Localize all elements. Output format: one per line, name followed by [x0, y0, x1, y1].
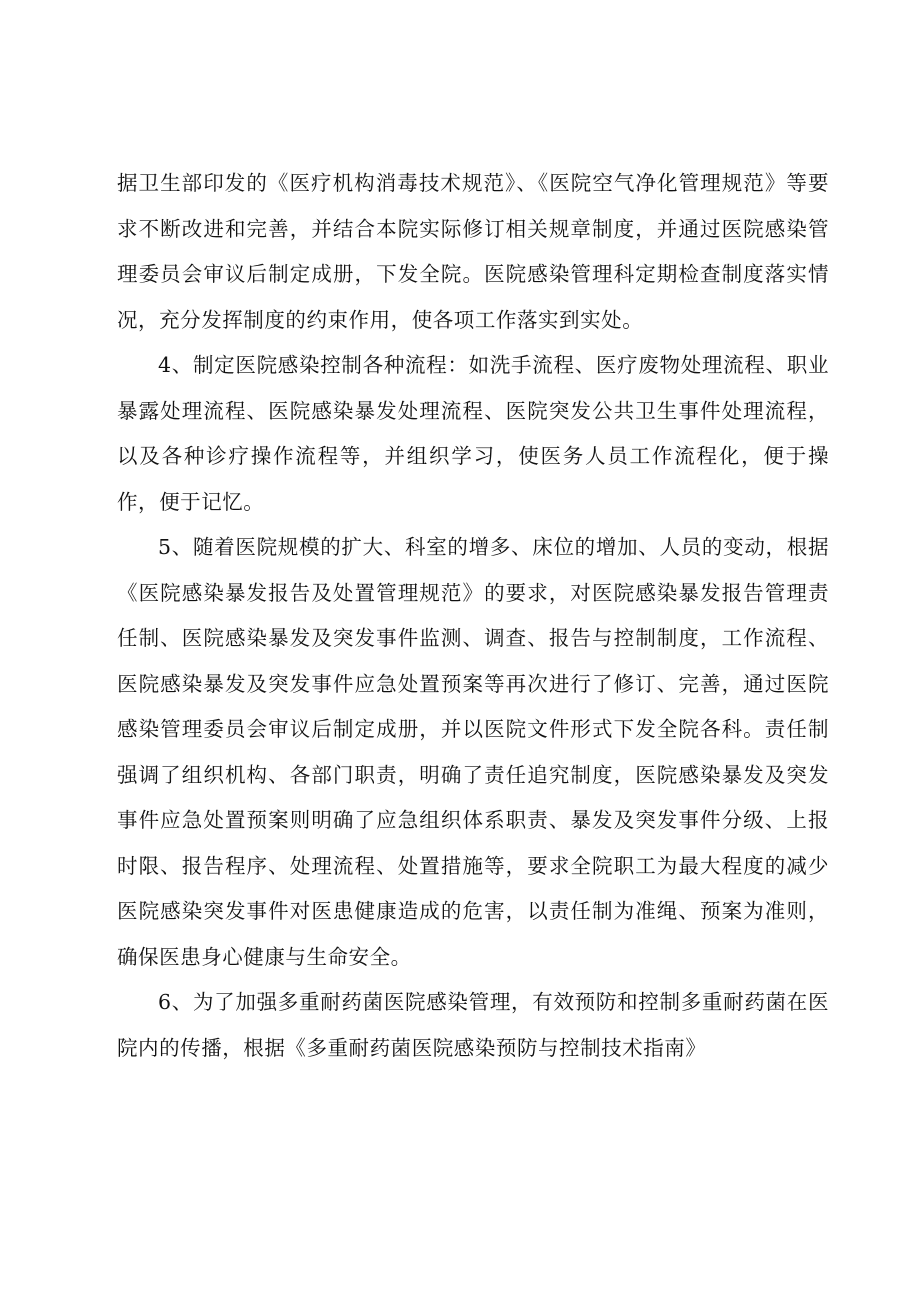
document-body [117, 161, 829, 1071]
paragraph-item-5: 5、随着医院规模的扩大、科室的增多、床位的增加、人员的变动，根据《医院感染暴发报告及处置管理规范》的要求，对医院感染暴发报告管理责任制、医院感染暴发及突发事件监测、调查、报告与控制制度，工作流程、医院感染暴发及突发事件应急处置预案等再次进行了修订、完善，通过医院感染管理委员会审议后制定成册，并以医院文件形式下发全院各科。责任制强调了组织机构、各部门职责，明确了责任追究制度，医院感染暴发及突发事件应急处置预案则明确了应急组织体系职责、暴发及突发事件分级、上报时限、报告程序、处理流程、处置措施等，要求全院职工为最大程度的减少医院感染突发事件对医患健康造成的危害，以责任制为准绳、预案为准则，确保医患身心健康与生命安全。 [117, 535, 829, 969]
paragraph-item-6: 6、为了加强多重耐药菌医院感染管理，有效预防和控制多重耐药菌在医院内的传播，根据《多重耐药菌医院感染预防与控制技术指南》 [117, 990, 829, 1060]
paragraph-item-4: 4、制定医院感染控制各种流程：如洗手流程、医疗废物处理流程、职业暴露处理流程、医院感染暴发处理流程、医院突发公共卫生事件处理流程，以及各种诊疗操作流程等，并组织学习，使医务人员工作流程化，便于操作，便于记忆。 [117, 353, 829, 514]
paragraph-continuation: 据卫生部印发的《医疗机构消毒技术规范》、《医院空气净化管理规范》等要求不断改进和完善，并结合本院实际修订相关规章制度，并通过医院感染管理委员会审议后制定成册，下发全院。医院感染管理科定期检查制度落实情况，充分发挥制度的约束作用，使各项工作落实到实处。 [117, 171, 829, 332]
